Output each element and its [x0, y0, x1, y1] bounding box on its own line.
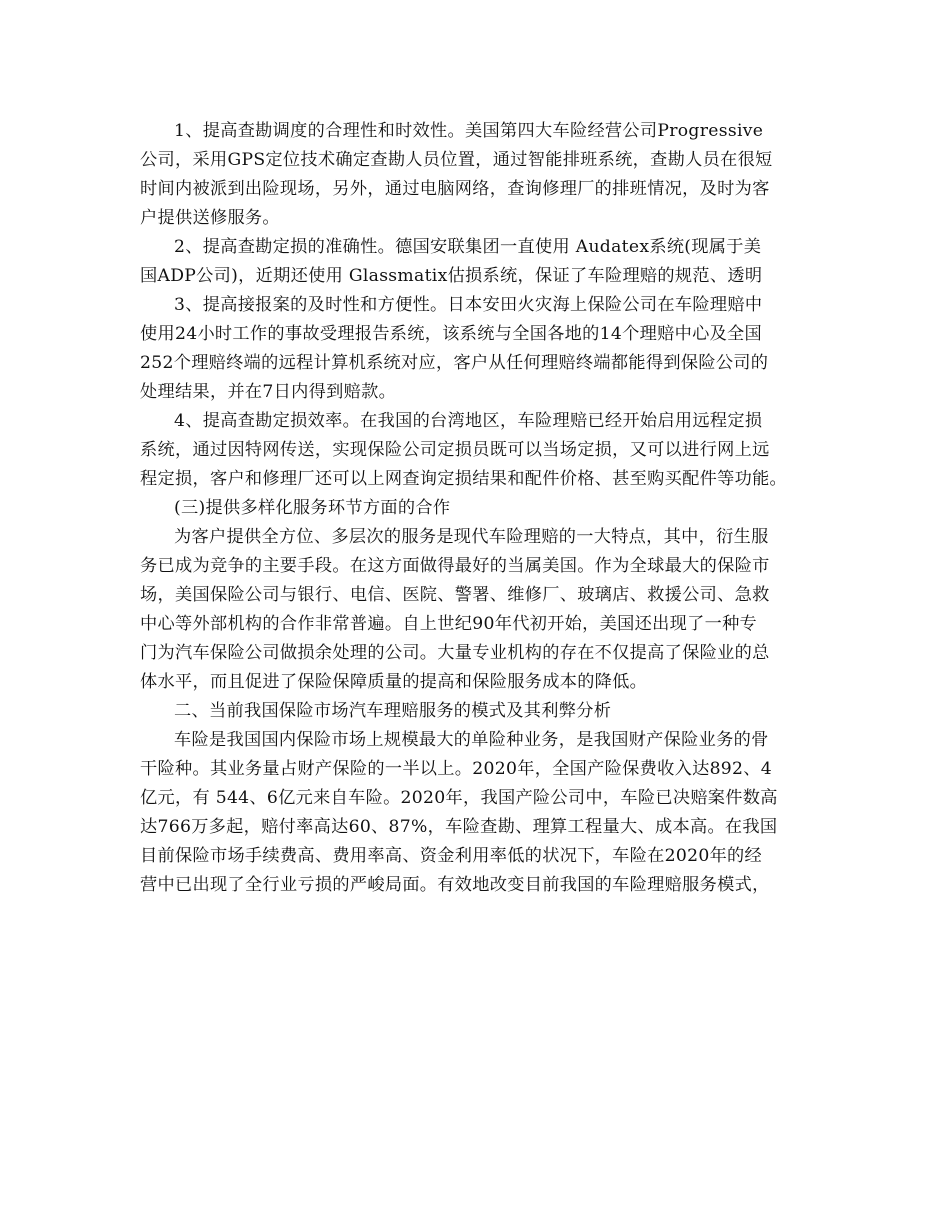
paragraph-comprehensive-services: [140, 523, 820, 697]
text-line: 使用24小时工作的事故受理报告系统，该系统与全国各地的14个理赔中心及全国: [140, 324, 763, 344]
text-line: 程定损，客户和修理厂还可以上网查询定损结果和配件价格、甚至购买配件等功能。: [140, 469, 788, 489]
paragraph-remote-assessment: [140, 407, 820, 494]
text-line: 车险是我国国内保险市场上规模最大的单险种业务，是我国财产保险业务的骨: [174, 730, 769, 750]
text-line: 252个理赔终端的远程计算机系统对应，客户从任何理赔终端都能得到保险公司的: [140, 353, 769, 373]
text-line: 国ADP公司)，近期还使用 Glassmatix估损系统，保证了车险理赔的规范、透明: [140, 266, 763, 286]
text-line: 公司，采用GPS定位技术确定查勘人员位置，通过智能排班系统，查勘人员在很短: [140, 150, 773, 170]
paragraph-auto-insurance-overview: [140, 726, 820, 900]
paragraph-claim-reporting: [140, 291, 820, 407]
paragraph-query-dispatch: [140, 117, 820, 233]
document-body: [140, 117, 820, 900]
text-line: 亿元，有 544、6亿元来自车险。2020年，我国产险公司中，车险已决赔案件数高: [140, 788, 778, 808]
text-line: 二、当前我国保险市场汽车理赔服务的模式及其利弊分析: [174, 701, 612, 721]
text-line: 系统，通过因特网传送，实现保险公司定损员既可以当场定损，又可以进行网上远: [140, 440, 770, 460]
text-line: 目前保险市场手续费高、费用率高、资金利用率低的状况下，车险在2020年的经: [140, 846, 763, 866]
text-line: 1、提高查勘调度的合理性和时效性。美国第四大车险经营公司Progressive: [174, 121, 764, 141]
text-line: 营中已出现了全行业亏损的严峻局面。有效地改变目前我国的车险理赔服务模式，: [140, 875, 770, 895]
text-line: 干险种。其业务量占财产保险的一半以上。2020年，全国产险保费收入达892、4: [140, 759, 772, 779]
text-line: 场，美国保险公司与银行、电信、医院、警署、维修厂、玻璃店、救援公司、急救: [140, 585, 770, 605]
text-line: 2、提高查勘定损的准确性。德国安联集团一直使用 Audatex系统(现属于美: [174, 237, 762, 257]
text-line: 处理结果，并在7日内得到赔款。: [140, 382, 397, 402]
text-line: 中心等外部机构的合作非常普遍。自上世纪90年代初开始，美国还出现了一种专: [140, 614, 758, 634]
text-line: 体水平，而且促进了保险保障质量的提高和保险服务成本的降低。: [140, 672, 648, 692]
text-line: (三)提供多样化服务环节方面的合作: [174, 498, 451, 518]
text-line: 门为汽车保险公司做损余处理的公司。大量专业机构的存在不仅提高了保险业的总: [140, 643, 770, 663]
text-line: 达766万多起，赔付率高达60、87%，车险查勘、理算工程量大、成本高。在我国: [140, 817, 778, 837]
section-heading-current-model: [140, 697, 820, 726]
text-line: 为客户提供全方位、多层次的服务是现代车险理赔的一大特点，其中，衍生服: [174, 527, 769, 547]
text-line: 务已成为竞争的主要手段。在这方面做得最好的当属美国。作为全球最大的保险市: [140, 556, 770, 576]
text-line: 时间内被派到出险现场，另外，通过电脑网络，查询修理厂的排班情况，及时为客: [140, 179, 770, 199]
text-line: 4、提高查勘定损效率。在我国的台湾地区，车险理赔已经开始启用远程定损: [174, 411, 763, 431]
text-line: 户提供送修服务。: [140, 208, 280, 228]
section-heading-diversified-services: [140, 494, 820, 523]
text-line: 3、提高接报案的及时性和方便性。日本安田火灾海上保险公司在车险理赔中: [174, 295, 763, 315]
paragraph-loss-accuracy: [140, 233, 820, 291]
